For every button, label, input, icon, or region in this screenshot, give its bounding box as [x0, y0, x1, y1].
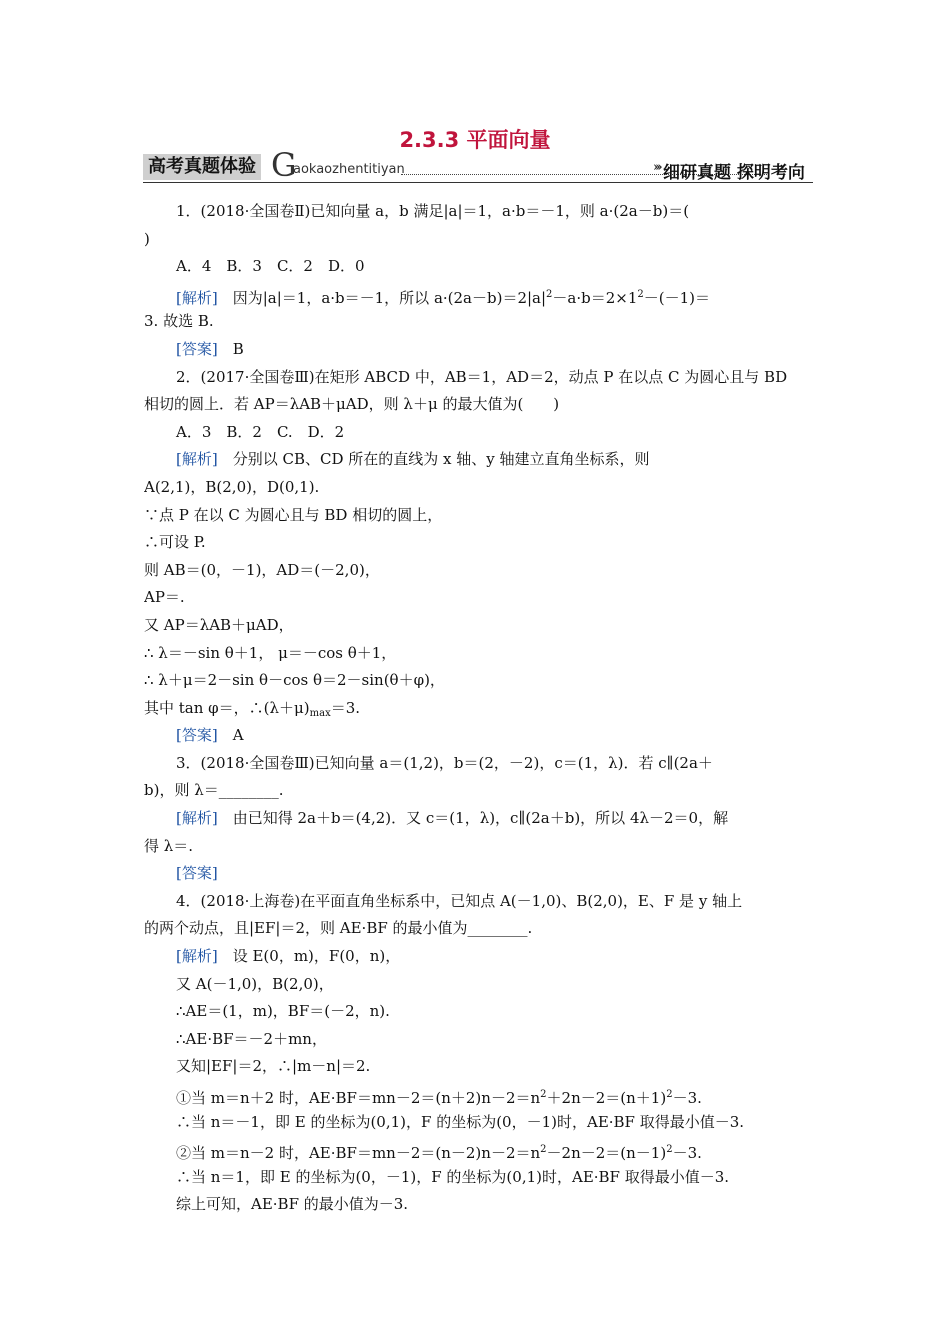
text-run: －a·b＝2×1	[552, 288, 638, 307]
text-line	[144, 391, 808, 419]
text-line	[144, 998, 808, 1026]
text-line	[144, 860, 808, 888]
text-run: A	[217, 726, 244, 745]
banner-right-label: 细研真题 探明考向	[663, 163, 805, 183]
text-run: ∵点 P 在以 C 为圆心且与 BD 相切的圆上，	[144, 505, 443, 524]
text-run: 其中 tan φ＝，∴(λ＋μ)	[144, 698, 310, 717]
text-line	[144, 915, 808, 943]
section-tag: [答案]	[176, 339, 218, 358]
text-line	[144, 502, 808, 530]
text-line	[144, 667, 808, 695]
text-run: A．4 B．3 C．2 D．0	[176, 257, 365, 276]
document-body	[144, 198, 808, 1219]
text-run: ∴AE＝(1，m)，BF＝(－2，n).	[176, 1002, 390, 1021]
text-line	[144, 529, 808, 557]
text-run: －2n－2＝(n－1)	[546, 1144, 667, 1163]
text-line	[144, 336, 808, 364]
text-line	[144, 750, 808, 778]
text-line	[144, 557, 808, 585]
banner-romanization: aokaozhentitiyan	[293, 162, 405, 177]
text-run: ＝3.	[330, 698, 361, 717]
text-run: 又 AP＝λAB＋μAD，	[144, 615, 294, 634]
text-line	[144, 419, 808, 447]
text-line	[144, 888, 808, 916]
text-run: B	[217, 339, 244, 358]
text-line	[144, 695, 808, 723]
subscript: max	[309, 707, 331, 719]
text-run: ＋2n－2＝(n＋1)	[546, 1089, 667, 1107]
page-title: 2.3.3 平面向量	[399, 128, 551, 152]
section-banner	[143, 146, 813, 184]
text-run: 综上可知，AE·BF 的最小值为－3.	[176, 1195, 409, 1214]
text-line	[144, 1136, 808, 1164]
text-run: 3．(2018·全国卷Ⅲ)已知向量 a＝(1,2)，b＝(2，－2)，c＝(1，λ)．若 c∥(2a＋	[176, 753, 713, 772]
superscript: 2	[540, 1089, 547, 1100]
superscript: 2	[666, 1089, 673, 1100]
text-run: ∴当 n＝1，即 E 的坐标为(0，－1)，F 的坐标为(0,1)时，AE·BF 取得最小值－3.	[176, 1167, 730, 1186]
text-line	[144, 308, 808, 336]
text-line	[144, 971, 808, 999]
text-run: 又 A(－1,0)，B(2,0)，	[176, 974, 334, 993]
text-line	[144, 1191, 808, 1219]
section-tag: [解析]	[176, 450, 218, 469]
text-run: 因为|a|＝1，a·b＝－1，所以 a·(2a－b)＝2|a|	[217, 288, 547, 307]
text-line	[144, 640, 808, 668]
text-run: －3.	[672, 1144, 702, 1163]
text-run: 的两个动点，且|EF|＝2，则 AE·BF 的最小值为________.	[144, 919, 533, 938]
text-run: 又知|EF|＝2，∴|m－n|＝2.	[176, 1057, 371, 1076]
text-run: A(2,1)，B(2,0)，D(0,1).	[144, 477, 320, 496]
banner-left-label: 高考真题体验	[143, 154, 261, 180]
text-run: 1．(2018·全国卷Ⅱ)已知向量 a，b 满足|a|＝1，a·b＝－1，则 a·(2a－b)＝(	[176, 202, 690, 220]
text-line	[144, 1164, 808, 1192]
text-run: 得 λ＝.	[144, 836, 194, 855]
text-run: ∴ λ＝－sin θ＋1， μ＝－cos θ＋1，	[144, 643, 397, 662]
text-run: )	[144, 229, 150, 248]
chevron-right-icon: ›››	[653, 160, 660, 175]
text-line	[144, 1026, 808, 1054]
text-run: －(－1)＝	[643, 288, 711, 307]
section-tag: [解析]	[176, 809, 218, 828]
text-run: 相切的圆上．若 AP＝λAB＋μAD，则 λ＋μ 的最大值为( )	[144, 395, 560, 414]
text-run: 则 AB＝(0，－1)，AD＝(－2,0)，	[144, 560, 380, 579]
superscript: 2	[637, 288, 644, 300]
section-tag: [答案]	[176, 864, 218, 883]
text-run: 分别以 CB、CD 所在的直线为 x 轴、y 轴建立直角坐标系，则	[217, 450, 650, 469]
text-run: ∴AE·BF＝－2＋mn，	[176, 1029, 327, 1048]
text-run: ∴ λ＋μ＝2－sin θ－cos θ＝2－sin(θ＋φ)，	[144, 671, 445, 690]
text-line	[144, 446, 808, 474]
banner-g-letter: G	[271, 146, 297, 184]
text-run: 3. 故选 B.	[144, 312, 214, 331]
text-line	[144, 833, 808, 861]
text-run: b)，则 λ＝________.	[144, 781, 284, 800]
text-line	[144, 198, 808, 226]
text-line	[144, 1109, 808, 1137]
section-tag: [解析]	[176, 947, 218, 966]
text-line	[144, 253, 808, 281]
text-run: AP＝.	[144, 588, 185, 607]
text-run: －3.	[672, 1089, 702, 1107]
text-line	[144, 584, 808, 612]
text-line	[144, 777, 808, 805]
superscript: 2	[540, 1144, 547, 1156]
text-line	[144, 474, 808, 502]
text-line	[144, 281, 808, 309]
superscript: 2	[546, 288, 553, 300]
text-run: ②当 m＝n－2 时，AE·BF＝mn－2＝(n－2)n－2＝n	[176, 1144, 541, 1163]
text-line	[144, 943, 808, 971]
section-tag: [答案]	[176, 726, 218, 745]
text-run: 4．(2018·上海卷)在平面直角坐标系中，已知点 A(－1,0)、B(2,0)，E、F 是 y 轴上	[176, 891, 743, 910]
text-run: 由已知得 2a＋b＝(4,2)．又 c＝(1，λ)，c∥(2a＋b)，所以 4λ－2＝0，解	[217, 809, 729, 828]
text-line	[144, 805, 808, 833]
text-run: A．3 B．2 C. D．2	[176, 422, 345, 441]
text-line	[144, 226, 808, 254]
text-line	[144, 364, 808, 392]
text-run: ∴当 n＝－1，即 E 的坐标为(0,1)，F 的坐标为(0，－1)时，AE·BF 取得最小值－3.	[176, 1112, 745, 1131]
text-run: 设 E(0，m)，F(0，n)，	[217, 947, 401, 966]
superscript: 2	[666, 1144, 673, 1156]
text-run: 2．(2017·全国卷Ⅲ)在矩形 ABCD 中，AB＝1，AD＝2，动点 P 在以点 C 为圆心且与 BD	[176, 367, 788, 386]
text-line	[144, 612, 808, 640]
text-run: ∴可设 P.	[144, 533, 206, 552]
text-line	[144, 1053, 808, 1081]
section-tag: [解析]	[176, 288, 218, 307]
banner-divider	[143, 182, 813, 183]
text-line	[144, 1081, 808, 1109]
text-run: ①当 m＝n＋2 时，AE·BF＝mn－2＝(n＋2)n－2＝n	[176, 1089, 541, 1107]
text-line	[144, 722, 808, 750]
